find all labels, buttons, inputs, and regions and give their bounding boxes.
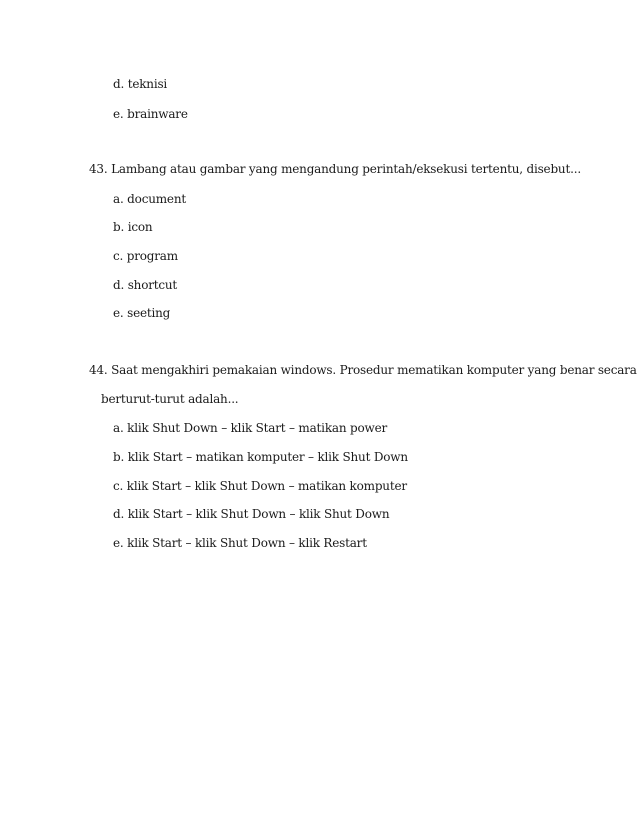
option-e-brainware: e. brainware bbox=[113, 107, 188, 121]
question-43: 43. Lambang atau gambar yang mengandung perintah/eksekusi tertentu, disebut... bbox=[89, 162, 581, 176]
q43-option-d: d. shortcut bbox=[113, 278, 178, 292]
q44-option-e: e. klik Start – klik Shut Down – klik Restart bbox=[113, 536, 367, 550]
option-d-teknisi: d. teknisi bbox=[113, 77, 168, 91]
q43-option-c: c. program bbox=[113, 249, 178, 263]
q44-option-d: d. klik Start – klik Shut Down – klik Shut Down bbox=[113, 507, 390, 521]
q44-option-b: b. klik Start – matikan komputer – klik Shut Down bbox=[113, 450, 408, 464]
q44-option-a: a. klik Shut Down – klik Start – matikan power bbox=[113, 421, 388, 435]
q43-option-b: b. icon bbox=[113, 220, 153, 234]
question-44-line-2: berturut-turut adalah... bbox=[101, 392, 239, 406]
q43-option-e: e. seeting bbox=[113, 306, 171, 320]
q44-option-c: c. klik Start – klik Shut Down – matikan komputer bbox=[113, 479, 407, 493]
q43-option-a: a. document bbox=[113, 192, 186, 206]
question-44-line-1: 44. Saat mengakhiri pemakaian windows. Prosedur mematikan komputer yang benar secara bbox=[89, 363, 637, 377]
